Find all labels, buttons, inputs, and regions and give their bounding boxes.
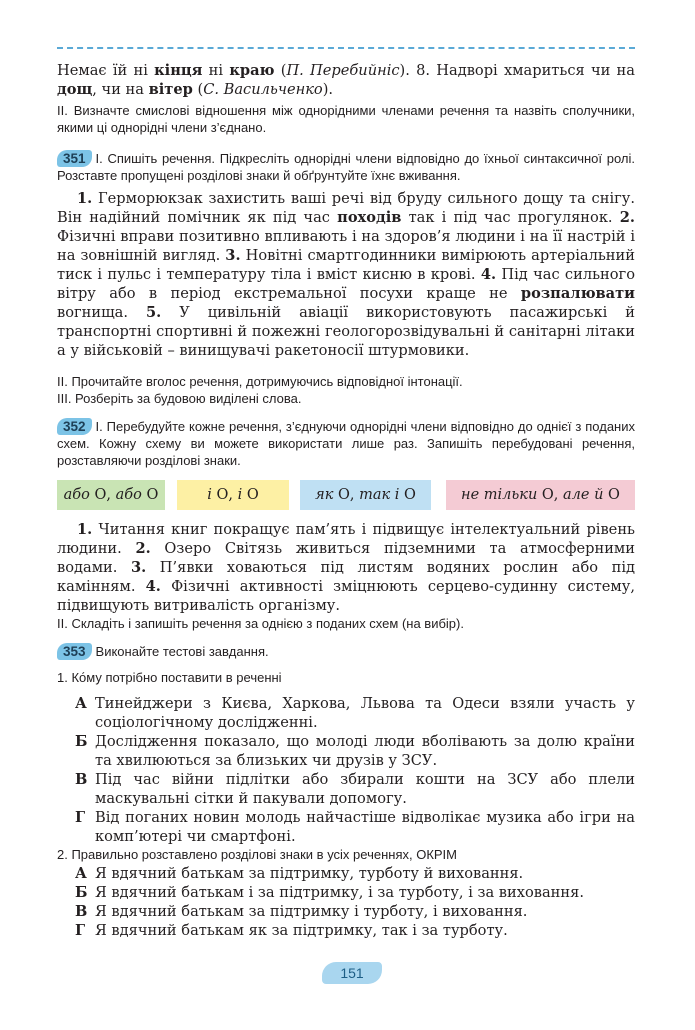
option-text: Я вдячний батькам як за підтримку, так і за турботу. [95,922,508,939]
scheme-row [57,480,635,510]
exercise-352-task-2: II. Складіть і запишіть речення за однією з поданих схем (на вибір). [57,616,464,631]
exercise-352-task-1 [57,418,635,469]
exercise-351-badge: 351 [57,150,92,167]
q1-option-b [75,732,635,770]
exercise-353-task [57,643,635,660]
q2-option-h [75,921,635,940]
q2-option-v [75,902,635,921]
scheme-yak-tak-i: як О, так і О [300,480,431,510]
option-text: Дослідження показало, що молоді люди вболівають за долю країни та хвилюються за близьких чи друзів у ЗСУ. [95,733,635,769]
q2-option-a [75,864,635,883]
exercise-351-task-3: III. Розберіть за будовою виділені слова. [57,391,302,406]
option-letter: А [75,695,87,712]
option-text: Я вдячний батькам за підтримку, турботу й виховання. [95,865,524,882]
option-letter: Б [75,884,88,901]
exercise-351-task-1-text: I. Спишіть речення. Підкресліть однорідні члени відповідно до їхньої синтаксичної ролі. Розставте пропущені розділові знаки й обґрунтуйте їхнє вживання. [57,151,635,183]
option-letter: В [75,771,88,788]
option-text: Під час війни підлітки або збирали кошти на ЗСУ або плели маскувальні сітки й пакували допомогу. [95,771,635,807]
exercise-351-task-1 [57,150,635,184]
option-letter: В [75,903,88,920]
page-number: 151 [322,962,382,984]
q1-option-v [75,770,635,808]
test-question-1: 1. Ко́му потрібно поставити в реченні [57,670,282,685]
test-question-2: 2. Правильно розставлено розділові знаки в усіх реченнях, ОКРІМ [57,847,457,862]
exercise-352-task-1-text: I. Перебудуйте кожне речення, з’єднуючи однорідні члени відповідно до однієї з поданих схем. Кожну схему ви можете використати лише раз. Запишіть перебудовані речення, розставляючи розділові знаки. [57,419,635,468]
scheme-i-i: і О, і О [177,480,289,510]
option-letter: Б [75,733,88,750]
q1-option-h [75,808,635,846]
option-text: Тинейджери з Києва, Харкова, Львова та Одеси взяли участь у соціологічному дослідженні. [95,695,635,731]
option-letter: Г [75,922,86,939]
scheme-abo-abo: або О, або О [57,480,165,510]
top-dashed-rule [57,47,635,49]
test-question-1-options [75,694,635,846]
q1-option-a [75,694,635,732]
option-text: Я вдячний батькам і за підтримку, і за турботу, і за виховання. [95,884,584,901]
exercise-352-badge: 352 [57,418,92,435]
option-text: Я вдячний батькам за підтримку і турботу, і виховання. [95,903,528,920]
option-text: Від поганих новин молодь найчастіше відволікає музика або ігри на комп’ютері чи смартфоні. [95,809,635,845]
prev-exercise-text: Немає їй ні кінця ні краю (П. Перебийніс). 8. Надворі хмариться чи на дощ, чи на вітер (С. Васильченко). [57,62,635,98]
scheme-ne-tilky-ale-i: не тільки О, але й О [446,480,635,510]
exercise-352-sentences: 1. Читання книг покращує пам’ять і підвищує інтелектуальний рівень людини. 2. Озеро Світязь живиться підземними та атмосферними водами. 3. П’явки ховаються під листям водяних рослин або під камінням. 4. Фізичні активності зміцнюють серцево-судинну систему, підвищують витривалість організму. [57,521,635,614]
exercise-351-sentences: 1. Герморюкзак захистить ваші речі від бруду сильного дощу та снігу. Він надійний помічник як під час походів так і під час прогулянок. 2. Фізичні вправи позитивно впливають і на здоров’я людини і на її настрій і на зовнішній вигляд. 3. Новітні смартгодинники вимірюють артеріальний тиск і пульс і температуру тіла і вміст кисню в крові. 4. Під час сильного вітру або в період екстремальної посухи краще не розпалювати вогнища. 5. У цивільній авіації використовують пасажирські й транспортні спортивні й пожежні геологорозвідувальні й санітарні літаки а у військовій – винищувачі ракетоносії штурмовики. [57,190,635,359]
exercise-353-task-text: Виконайте тестові завдання. [95,644,269,659]
q2-option-b [75,883,635,902]
option-letter: А [75,865,87,882]
prev-exercise-task-2: II. Визначте смислові відношення між однорідними членами речення та назвіть сполучники, якими ці однорідні члени з’єднано. [57,103,635,135]
exercise-351-task-2: II. Прочитайте вголос речення, дотримуючись відповідної інтонації. [57,374,463,389]
exercise-353-badge: 353 [57,643,92,660]
test-question-2-options [75,864,635,940]
option-letter: Г [75,809,86,826]
